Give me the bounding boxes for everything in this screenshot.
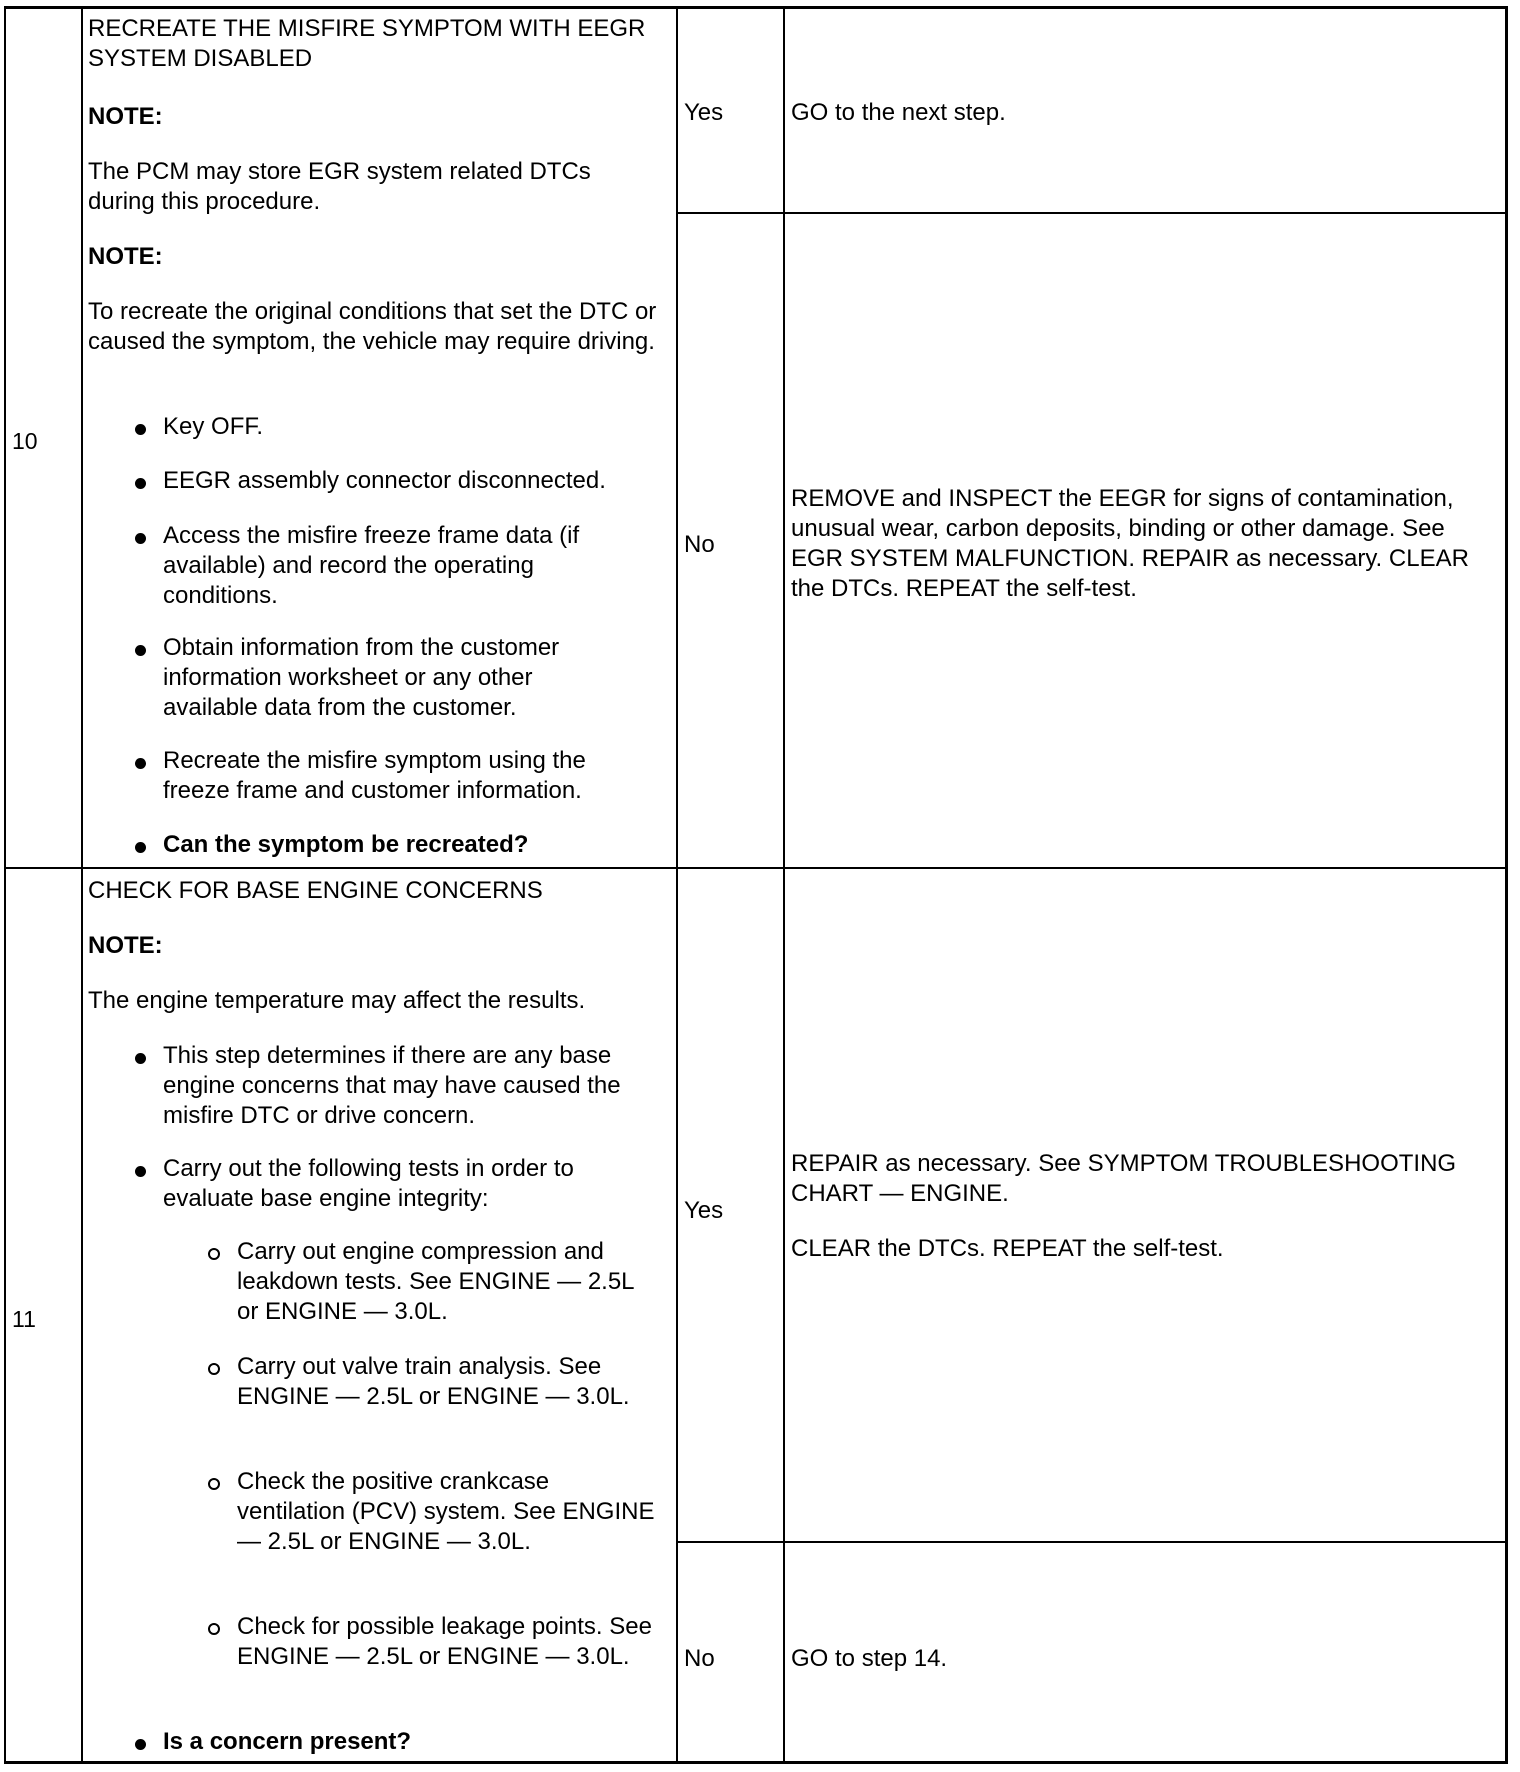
sub-list-item: Check for possible leakage points. See ENGINE — 2.5L or ENGINE — 3.0L. xyxy=(237,1613,652,1670)
table-border-top xyxy=(4,6,1508,9)
sub-bullet-icon xyxy=(208,1623,220,1635)
action-text: REMOVE and INSPECT the EEGR for signs of contamination, unusual wear, carbon deposits, binding or other damage. See EGR SYSTEM MALFUNCTION. REPAIR as necessary. CLEAR the DTCs. REPEAT the self-test. xyxy=(791,485,1469,602)
step-question: Is a concern present? xyxy=(163,1728,412,1755)
sub-bullet-icon xyxy=(208,1478,220,1490)
note-label: NOTE: xyxy=(88,932,163,959)
step-number: 11 xyxy=(12,1306,36,1332)
bullet-icon xyxy=(135,424,146,435)
bullet-icon xyxy=(135,533,146,544)
sub-list-item: Check the positive crankcase ventilation (PCV) system. See ENGINE — 2.5L or ENGINE — 3.0L. xyxy=(237,1468,655,1555)
note-text: To recreate the original conditions that set the DTC or caused the symptom, the vehicle may require driving. xyxy=(88,298,657,355)
answer-no: No xyxy=(684,1645,715,1672)
list-item: Access the misfire freeze frame data (if available) and record the operating conditions. xyxy=(163,522,580,609)
column-divider-number xyxy=(81,6,83,1764)
sub-list-item: Carry out valve train analysis. See ENGINE — 2.5L or ENGINE — 3.0L. xyxy=(237,1353,630,1410)
bullet-icon xyxy=(135,645,146,656)
step-title: CHECK FOR BASE ENGINE CONCERNS xyxy=(88,877,543,904)
answer-yes: Yes xyxy=(684,99,724,126)
answer-no: No xyxy=(684,531,715,558)
row-divider-step10-outcomes xyxy=(676,212,1508,214)
bullet-icon xyxy=(135,758,146,769)
note-text: The engine temperature may affect the results. xyxy=(88,987,586,1014)
bullet-icon xyxy=(135,1166,146,1177)
answer-yes: Yes xyxy=(684,1197,724,1224)
bullet-icon xyxy=(135,478,146,489)
diagnostic-table xyxy=(4,6,1508,1764)
row-divider-step xyxy=(4,867,1508,869)
list-item: Recreate the misfire symptom using the freeze frame and customer information. xyxy=(163,747,586,804)
list-item: Key OFF. xyxy=(163,413,264,440)
column-divider-answer xyxy=(783,6,785,1764)
bullet-icon xyxy=(135,1053,146,1064)
step-number: 10 xyxy=(12,428,38,454)
list-item: Obtain information from the customer information worksheet or any other available data from the customer. xyxy=(163,634,560,721)
list-item: Carry out the following tests in order to evaluate base engine integrity: xyxy=(163,1155,574,1212)
sub-bullet-icon xyxy=(208,1363,220,1375)
step-question: Can the symptom be recreated? xyxy=(163,831,529,858)
row-divider-step11-outcomes xyxy=(676,1541,1508,1543)
table-border-right xyxy=(1505,6,1508,1764)
sub-bullet-icon xyxy=(208,1248,220,1260)
bullet-icon xyxy=(135,1739,146,1750)
note-label: NOTE: xyxy=(88,103,163,130)
action-text: REPAIR as necessary. See SYMPTOM TROUBLESHOOTING CHART — ENGINE. xyxy=(791,1150,1457,1207)
bullet-icon xyxy=(135,842,146,853)
action-text: CLEAR the DTCs. REPEAT the self-test. xyxy=(791,1235,1224,1262)
list-item: EEGR assembly connector disconnected. xyxy=(163,467,606,494)
sub-list-item: Carry out engine compression and leakdown tests. See ENGINE — 2.5L or ENGINE — 3.0L. xyxy=(237,1238,634,1325)
column-divider-instructions xyxy=(676,6,678,1764)
step-title: RECREATE THE MISFIRE SYMPTOM WITH EEGR SYSTEM DISABLED xyxy=(88,15,646,72)
list-item: This step determines if there are any base engine concerns that may have caused the misfire DTC or drive concern. xyxy=(163,1042,621,1129)
action-text: GO to the next step. xyxy=(791,99,1006,126)
note-text: The PCM may store EGR system related DTCs during this procedure. xyxy=(88,158,591,215)
action-text: GO to step 14. xyxy=(791,1645,948,1672)
table-border-bottom xyxy=(4,1761,1508,1764)
note-label: NOTE: xyxy=(88,243,163,270)
table-border-left xyxy=(4,6,6,1764)
